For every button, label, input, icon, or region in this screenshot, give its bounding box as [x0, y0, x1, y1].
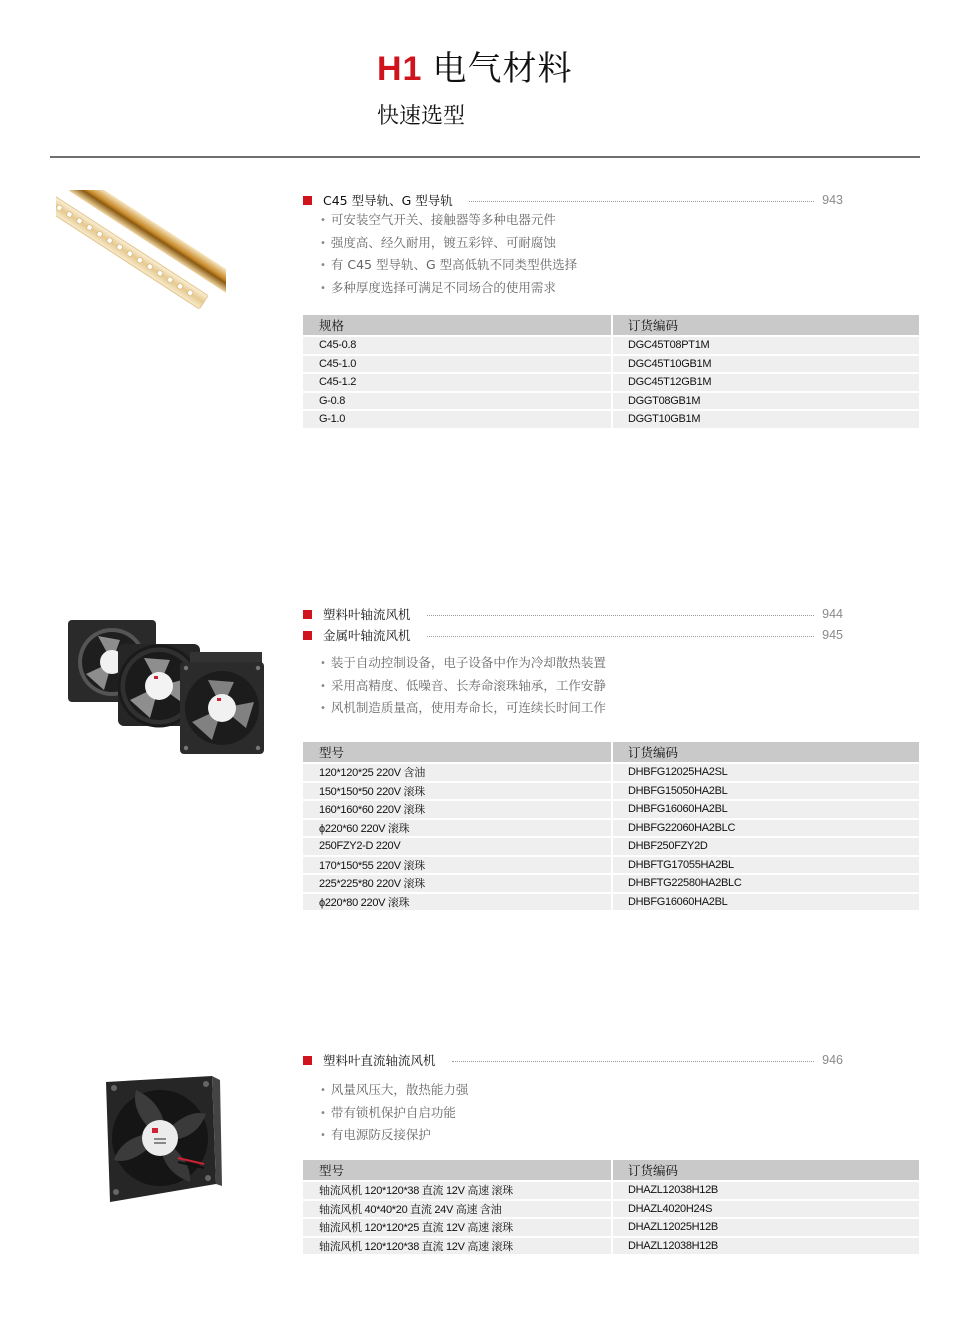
feature-item: • 强度高、经久耐用，镀五彩锌、可耐腐蚀	[320, 233, 577, 256]
feature-item: • 有 C45 型导轨、G 型高低轨不同类型供选择	[320, 255, 577, 278]
dotted-leader	[469, 201, 814, 202]
table-cell: 轴流风机 120*120*38 直流 12V 高速 滚珠	[303, 1182, 613, 1201]
table-row	[303, 820, 919, 839]
feature-list	[320, 210, 577, 301]
table-cell: 120*120*25 220V 含油	[303, 764, 613, 783]
product-title: C45 型导轨、G 型导轨	[323, 193, 453, 208]
table-cell: DHBFTG22580HA2BLC	[613, 875, 919, 894]
table-cell: G-0.8	[303, 393, 613, 412]
table-header-row	[303, 315, 919, 337]
table-cell: DHBFG16060HA2BL	[613, 801, 919, 820]
dotted-leader	[452, 1061, 815, 1062]
spec-table	[303, 742, 919, 910]
table-row	[303, 764, 919, 783]
table-row	[303, 875, 919, 894]
table-row	[303, 1238, 919, 1255]
spec-table	[303, 315, 919, 428]
page-reference[interactable]: 944	[822, 607, 843, 621]
chapter-name: 电气材料	[432, 49, 573, 89]
feature-item: • 可安装空气开关、接触器等多种电器元件	[320, 210, 577, 233]
column-header: 订货编码	[613, 742, 919, 764]
column-header: 订货编码	[613, 1160, 919, 1182]
table-cell: 160*160*60 220V 滚珠	[303, 801, 613, 820]
table-cell: DHBFTG17055HA2BL	[613, 857, 919, 876]
table-cell: DGC45T12GB1M	[613, 374, 919, 393]
feature-list	[320, 653, 606, 721]
table-cell: DGC45T08PT1M	[613, 337, 919, 356]
column-header: 型号	[303, 742, 613, 764]
product-title-row	[303, 1050, 843, 1070]
feature-list	[320, 1080, 468, 1148]
feature-item: • 风机制造质量高，使用寿命长，可连续长时间工作	[320, 698, 606, 721]
dc-axial-fan-image	[100, 1074, 222, 1204]
chapter-subtitle: 快速选型	[377, 104, 466, 129]
feature-item: • 风量风压大，散热能力强	[320, 1080, 468, 1103]
table-row	[303, 356, 919, 375]
page-reference[interactable]: 945	[822, 628, 843, 642]
column-header: 型号	[303, 1160, 613, 1182]
table-cell: DHBF250FZY2D	[613, 838, 919, 857]
page-reference[interactable]: 946	[822, 1053, 843, 1067]
table-cell: C45-1.0	[303, 356, 613, 375]
din-rail-image	[56, 190, 226, 315]
table-cell: DGC45T10GB1M	[613, 356, 919, 375]
table-row	[303, 1219, 919, 1238]
table-cell: 170*150*55 220V 滚珠	[303, 857, 613, 876]
red-square-bullet-icon	[303, 631, 312, 640]
feature-item: • 多种厚度选择可满足不同场合的使用需求	[320, 278, 577, 301]
red-square-bullet-icon	[303, 196, 312, 205]
table-cell: 150*150*50 220V 滚珠	[303, 783, 613, 802]
table-row	[303, 393, 919, 412]
table-row	[303, 783, 919, 802]
table-cell: 轴流风机 120*120*38 直流 12V 高速 滚珠	[303, 1238, 613, 1255]
product-title: 塑料叶直流轴流风机	[323, 1053, 436, 1068]
spec-table	[303, 1160, 919, 1254]
table-row	[303, 374, 919, 393]
table-row	[303, 1201, 919, 1220]
table-cell: DHBFG12025HA2SL	[613, 764, 919, 783]
table-cell: 250FZY2-D 220V	[303, 838, 613, 857]
column-header: 订货编码	[613, 315, 919, 337]
product-title-row	[303, 190, 843, 210]
table-cell: DHAZL12038H12B	[613, 1182, 919, 1201]
table-row	[303, 857, 919, 876]
feature-item: • 装于自动控制设备，电子设备中作为冷却散热装置	[320, 653, 606, 676]
product-title-row	[303, 625, 843, 645]
column-header: 规格	[303, 315, 613, 337]
red-square-bullet-icon	[303, 1056, 312, 1065]
table-cell: DGGT08GB1M	[613, 393, 919, 412]
product-title: 金属叶轴流风机	[323, 628, 411, 643]
chapter-code: H1	[377, 50, 423, 88]
feature-item: • 带有锁机保护自启功能	[320, 1103, 468, 1126]
feature-item: • 采用高精度、低噪音、长寿命滚珠轴承，工作安静	[320, 676, 606, 699]
table-cell: 225*225*80 220V 滚珠	[303, 875, 613, 894]
red-square-bullet-icon	[303, 610, 312, 619]
table-row	[303, 411, 919, 428]
table-cell: 轴流风机 120*120*25 直流 12V 高速 滚珠	[303, 1219, 613, 1238]
table-row	[303, 838, 919, 857]
table-row	[303, 894, 919, 911]
table-cell: C45-1.2	[303, 374, 613, 393]
table-header-row	[303, 742, 919, 764]
table-row	[303, 801, 919, 820]
product-title-row	[303, 604, 843, 624]
table-cell: ϕ220*80 220V 滚珠	[303, 894, 613, 911]
table-cell: DHBFG22060HA2BLC	[613, 820, 919, 839]
table-cell: DHBFG16060HA2BL	[613, 894, 919, 911]
chapter-title	[377, 47, 572, 91]
table-cell: DHAZL12038H12B	[613, 1238, 919, 1255]
table-cell: G-1.0	[303, 411, 613, 428]
table-cell: DHAZL12025H12B	[613, 1219, 919, 1238]
dotted-leader	[427, 636, 815, 637]
product-title: 塑料叶轴流风机	[323, 607, 411, 622]
table-row	[303, 1182, 919, 1201]
table-header-row	[303, 1160, 919, 1182]
dotted-leader	[427, 615, 815, 616]
ac-axial-fans-image	[58, 612, 270, 757]
page-reference[interactable]: 943	[822, 193, 843, 207]
table-cell: 轴流风机 40*40*20 直流 24V 高速 含油	[303, 1201, 613, 1220]
table-cell: DGGT10GB1M	[613, 411, 919, 428]
table-row	[303, 337, 919, 356]
header-divider	[50, 156, 920, 158]
table-cell: DHBFG15050HA2BL	[613, 783, 919, 802]
table-cell: ϕ220*60 220V 滚珠	[303, 820, 613, 839]
table-cell: DHAZL4020H24S	[613, 1201, 919, 1220]
table-cell: C45-0.8	[303, 337, 613, 356]
feature-item: • 有电源防反接保护	[320, 1125, 468, 1148]
